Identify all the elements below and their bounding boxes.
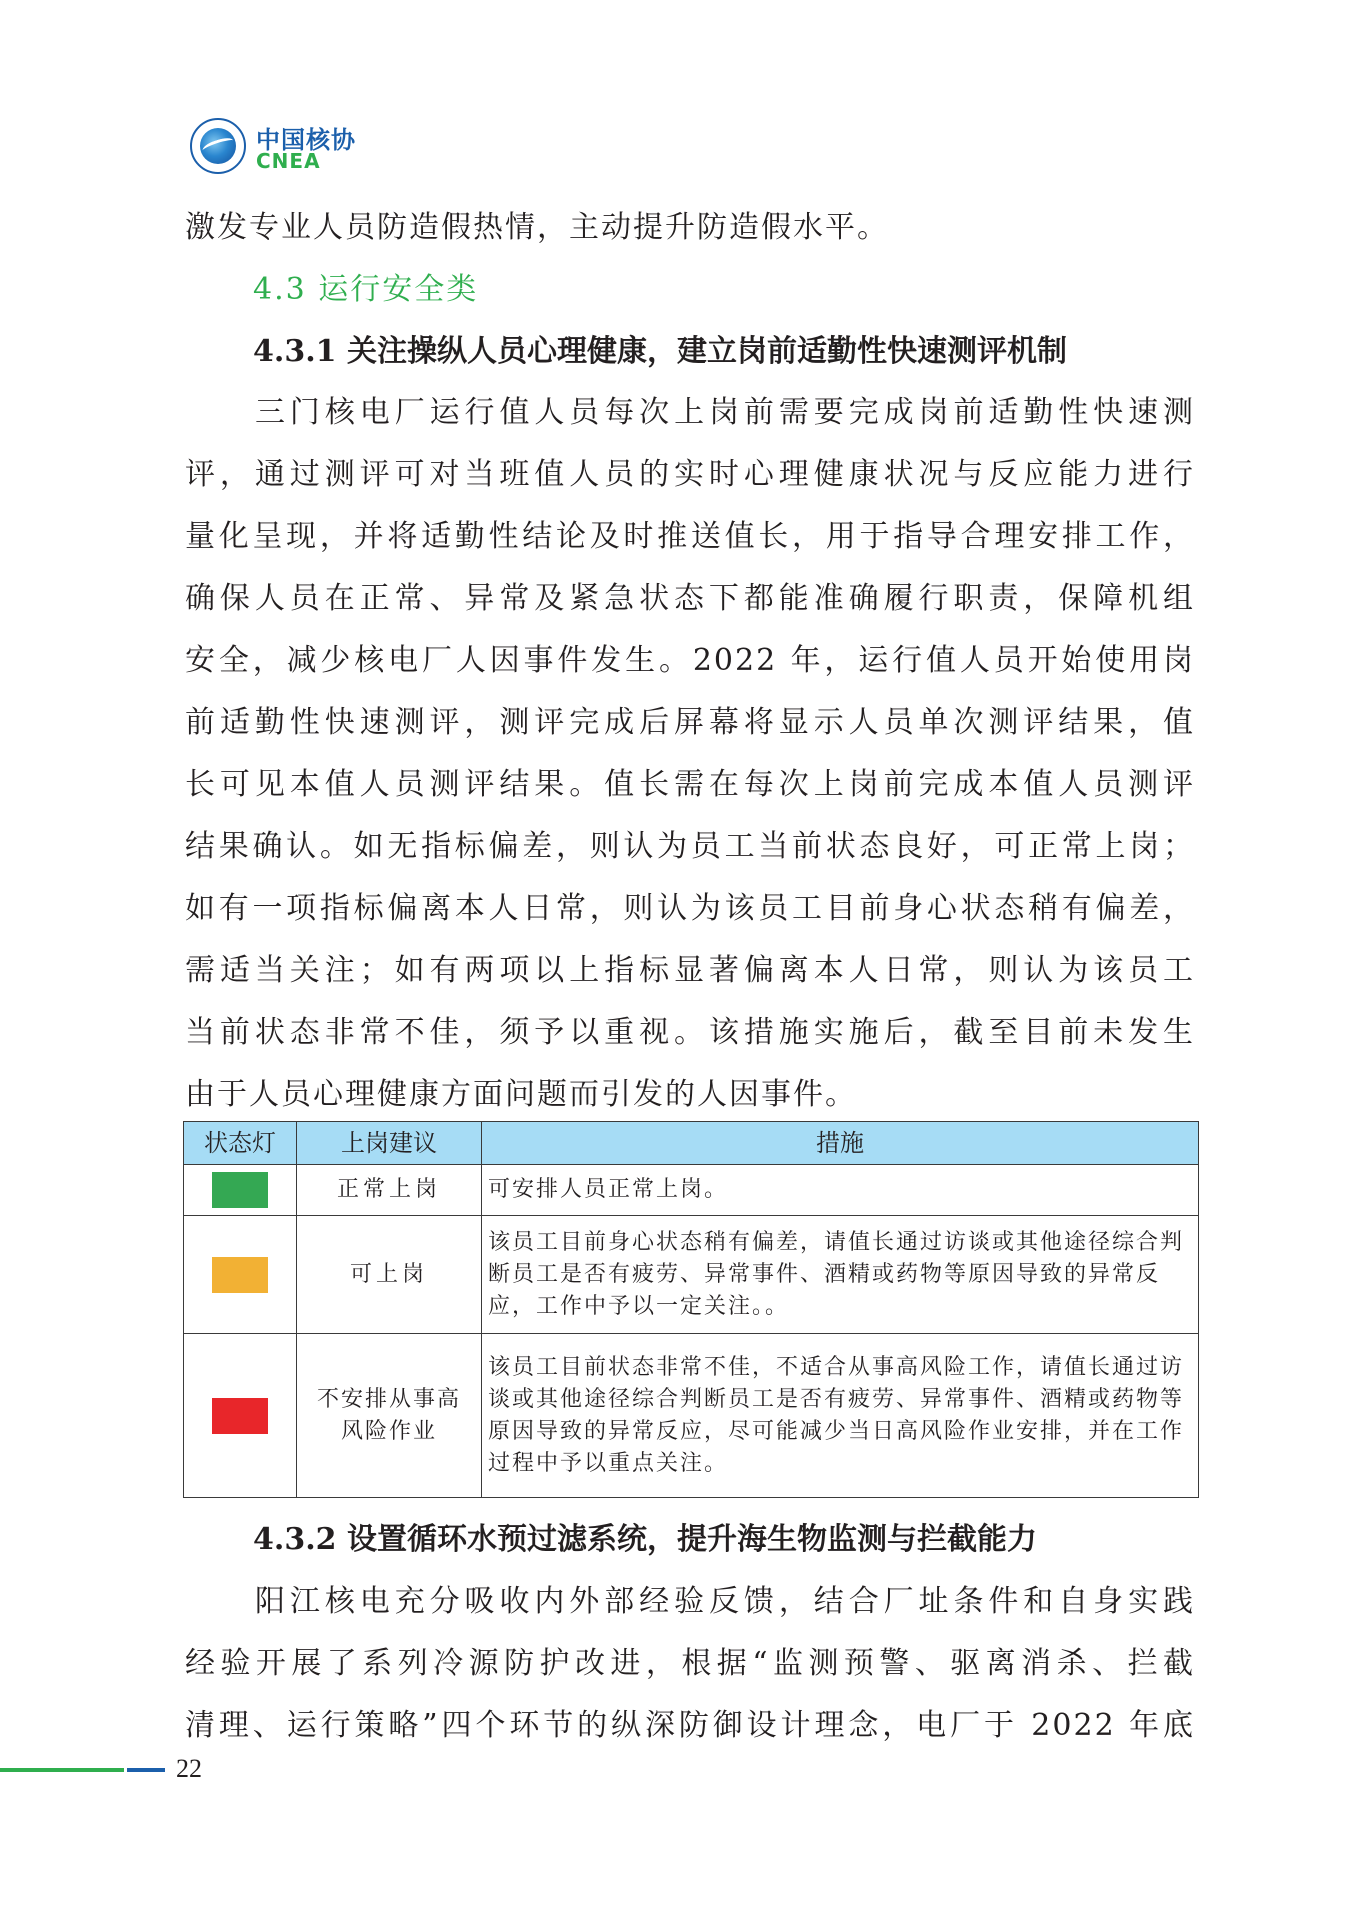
cnea-logo-icon xyxy=(190,118,246,174)
footer-green-rule xyxy=(0,1768,124,1772)
footer-blue-rule xyxy=(127,1768,165,1772)
table-row xyxy=(184,1165,1199,1216)
advice-cell: 正常上岗 xyxy=(297,1165,482,1216)
logo-english-name: CNEA xyxy=(256,149,321,173)
advice-cell: 可上岗 xyxy=(297,1216,482,1334)
status-light-table xyxy=(183,1121,1199,1498)
paragraph-line: 如有一项指标偏离本人日常，则认为该员工目前身心状态稍有偏差， xyxy=(185,891,1195,926)
paragraph-line: 当前状态非常不佳，须予以重视。该措施实施后，截至目前未发生 xyxy=(185,1015,1195,1050)
paragraph-line: 长可见本值人员测评结果。值长需在每次上岗前完成本值人员测评 xyxy=(185,767,1195,802)
paragraph-line: 确保人员在正常、异常及紧急状态下都能准确履行职责，保障机组 xyxy=(185,581,1195,616)
paragraph-line: 评，通过测评可对当班值人员的实时心理健康状况与反应能力进行 xyxy=(185,457,1195,492)
table-row xyxy=(184,1334,1199,1498)
measure-cell: 该员工目前身心状态稍有偏差，请值长通过访谈或其他途径综合判断员工是否有疲劳、异常事件、酒精或药物等原因导致的异常反应，工作中予以一定关注。。 xyxy=(482,1216,1199,1334)
paragraph-line: 结果确认。如无指标偏差，则认为员工当前状态良好，可正常上岗； xyxy=(185,829,1195,864)
table-row xyxy=(184,1216,1199,1334)
status-light-cell xyxy=(184,1216,297,1334)
paragraph-line: 经验开展了系列冷源防护改进，根据“监测预警、驱离消杀、拦截 xyxy=(185,1646,1195,1681)
measure-cell: 该员工目前状态非常不佳，不适合从事高风险工作，请值长通过访谈或其他途径综合判断员工是否有疲劳、异常事件、酒精或药物等原因导致的异常反应，尽可能减少当日高风险作业安排，并在工作过程中予以重点关注。 xyxy=(482,1334,1199,1498)
page-number: 22 xyxy=(176,1754,202,1783)
header-status-light: 状态灯 xyxy=(184,1122,297,1165)
paragraph-line: 安全，减少核电厂人因事件发生。2022 年，运行值人员开始使用岗 xyxy=(185,643,1195,678)
status-light-cell xyxy=(184,1334,297,1498)
subsection-title-4-3-1: 4.3.1 关注操纵人员心理健康，建立岗前适勤性快速测评机制 xyxy=(253,334,1067,369)
amber-light-icon xyxy=(212,1257,268,1293)
header-measure: 措施 xyxy=(482,1122,1199,1165)
status-light-cell xyxy=(184,1165,297,1216)
paragraph-line: 三门核电厂运行值人员每次上岗前需要完成岗前适勤性快速测 xyxy=(255,395,1195,430)
paragraph-line: 阳江核电充分吸收内外部经验反馈，结合厂址条件和自身实践 xyxy=(255,1584,1195,1619)
measure-cell: 可安排人员正常上岗。 xyxy=(482,1165,1199,1216)
paragraph-line: 由于人员心理健康方面问题而引发的人因事件。 xyxy=(185,1077,857,1112)
red-light-icon xyxy=(212,1398,268,1434)
advice-cell: 不安排从事高风险作业 xyxy=(297,1334,482,1498)
paragraph-line: 量化呈现，并将适勤性结论及时推送值长，用于指导合理安排工作， xyxy=(185,519,1195,554)
table-header-row xyxy=(184,1122,1199,1165)
paragraph-line: 前适勤性快速测评，测评完成后屏幕将显示人员单次测评结果，值 xyxy=(185,705,1195,740)
section-title: 4.3 运行安全类 xyxy=(253,272,479,307)
logo-chinese-name: 中国核协 xyxy=(256,126,356,154)
paragraph-line: 清理、运行策略”四个环节的纵深防御设计理念，电厂于 2022 年底 xyxy=(185,1708,1195,1743)
green-light-icon xyxy=(212,1172,268,1208)
subsection-title-4-3-2: 4.3.2 设置循环水预过滤系统，提升海生物监测与拦截能力 xyxy=(253,1522,1037,1557)
paragraph-line: 需适当关注；如有两项以上指标显著偏离本人日常，则认为该员工 xyxy=(185,953,1195,988)
header-advice: 上岗建议 xyxy=(297,1122,482,1165)
continuation-text: 激发专业人员防造假热情，主动提升防造假水平。 xyxy=(185,210,889,245)
